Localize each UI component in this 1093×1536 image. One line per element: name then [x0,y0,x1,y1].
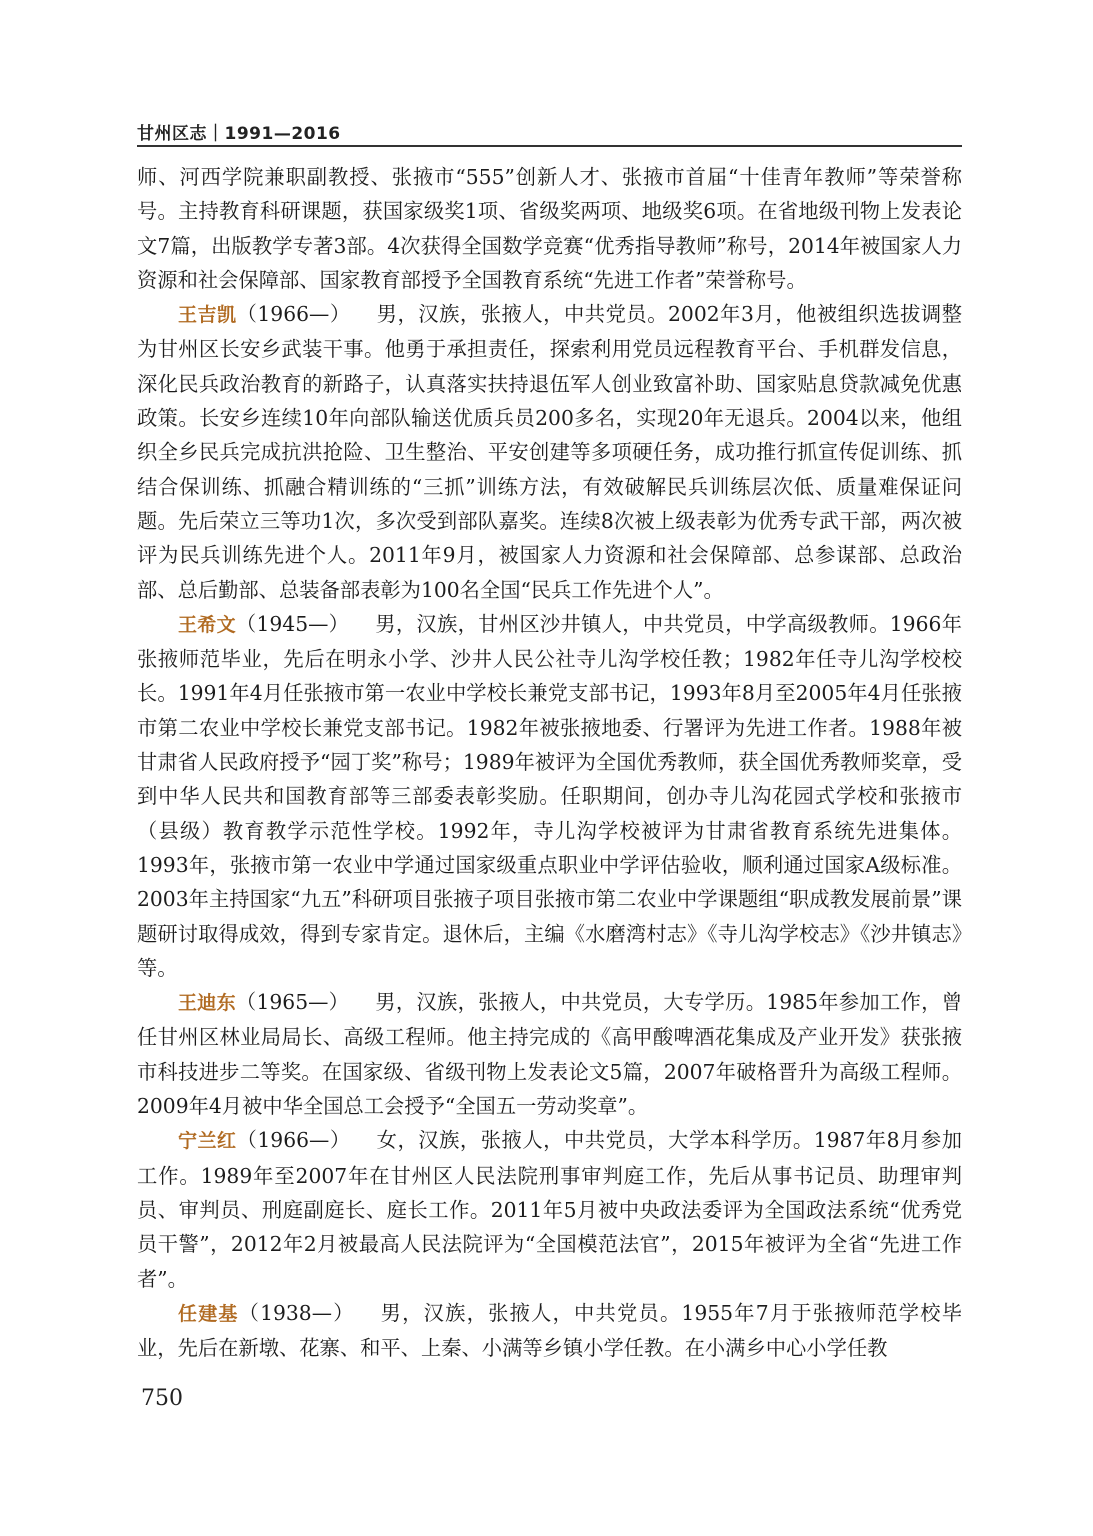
biography-text: 男，汉族，甘州区沙井镇人，中共党员，中学高级教师。1966年张掖师范毕业，先后在明永小学、沙井人民公社寺儿沟学校任教；1982年任寺儿沟学校校长。1991年4月任张掖市第一农业中学校长兼党支部书记，1993年8月至2005年4月任张掖市第二农业中学校长兼党支部书记。1982年被张掖地委、行署评为先进工作者。1988年被甘肃省人民政府授予“园丁奖”称号；1989年被评为全国优秀教师，获全国优秀教师奖章，受到中华人民共和国教育部等三部委表彰奖励。任职期间，创办寺儿沟花园式学校和张掖市（县级）教育教学示范性学校。1992年，寺儿沟学校被评为甘肃省教育系统先进集体。1993年，张掖市第一农业中学通过国家级重点职业中学评估验收，顺利通过国家A级标准。2003年主持国家“九五”科研项目张掖子项目张掖市第二农业中学课题组“职成教发展前景”课题研讨取得成效，得到专家肯定。退休后，主编《水磨湾村志》《寺儿沟学校志》《沙井镇志》等。 [137,611,962,980]
intro-paragraph: 师、河西学院兼职副教授、张掖市“555”创新人才、张掖市首届“十佳青年教师”等荣誉称号。主持教育科研课题，获国家级奖1项、省级奖两项、地级奖6项。在省地级刊物上发表论文7篇，出版教学专著3部。4次获得全国数学竞赛“优秀指导教师”称号，2014年被国家人力资源和社会保障部、国家教育部授予全国教育系统“先进工作者”荣誉称号。 [137,165,962,292]
biography-entry [137,297,962,607]
life-years: （1938—） [238,1300,355,1325]
biography-entry [137,985,962,1123]
life-years: （1966—） [236,302,351,327]
header-divider [137,145,962,147]
biography-entry [137,607,962,985]
biography-text: 男，汉族，张掖人，中共党员。2002年3月，他被组织选拔调整为甘州区长安乡武装干事。他勇于承担责任，探索利用党员远程教育平台、手机群发信息，深化民兵政治教育的新路子，认真落实扶持退伍军人创业致富补助、国家贴息贷款减免优惠政策。长安乡连续10年向部队输送优质兵员200多名，实现20年无退兵。2004以来，他组织全乡民兵完成抗洪抢险、卫生整治、平安创建等多项硬任务，成功推行抓宣传促训练、抓结合保训练、抓融合精训练的“三抓”训练方法，有效破解民兵训练层次低、质量难保证问题。先后荣立三等功1次，多次受到部队嘉奖。连续8次被上级表彰为优秀专武干部，两次被评为民兵训练先进个人。2011年9月，被国家人力资源和社会保障部、总参谋部、总政治部、总后勤部、总装备部表彰为100名全国“民兵工作先进个人”。 [137,302,962,602]
life-years: （1966—） [236,1128,351,1153]
running-header: 甘州区志｜1991—2016 [137,124,341,144]
page-body [137,160,962,1365]
person-name: 王希文 [178,613,236,636]
life-years: （1965—） [235,990,350,1015]
biography-entry [137,1123,962,1295]
person-name: 王吉凯 [178,304,237,327]
biography-text: 女，汉族，张掖人，中共党员，大学本科学历。1987年8月参加工作。1989年至2007年在甘州区人民法院刑事审判庭工作，先后从事书记员、助理审判员、审判员、刑庭副庭长、庭长工作。2011年5月被中央政法委评为全国政法系统“优秀党员干警”，2012年2月被最高人民法院评为“全国模范法官”，2015年被评为全省“先进工作者”。 [137,1128,962,1291]
biography-entry [137,1296,962,1366]
life-years: （1945—） [235,611,350,636]
biography-text: 男，汉族，张掖人，中共党员。1955年7月于张掖师范学校毕业，先后在新墩、花寨、和平、上秦、小满等乡镇小学任教。在小满乡中心小学任教 [137,1300,962,1361]
person-name: 宁兰红 [178,1130,237,1153]
person-name: 王迪东 [178,992,236,1015]
person-name: 任建基 [178,1302,239,1325]
page-number: 750 [141,1386,183,1411]
biography-text: 男，汉族，张掖人，中共党员，大专学历。1985年参加工作，曾任甘州区林业局局长、高级工程师。他主持完成的《高甲酸啤酒花集成及产业开发》获张掖市科技进步二等奖。在国家级、省级刊物上发表论文5篇，2007年破格晋升为高级工程师。2009年4月被中华全国总工会授予“全国五一劳动奖章”。 [137,990,962,1119]
